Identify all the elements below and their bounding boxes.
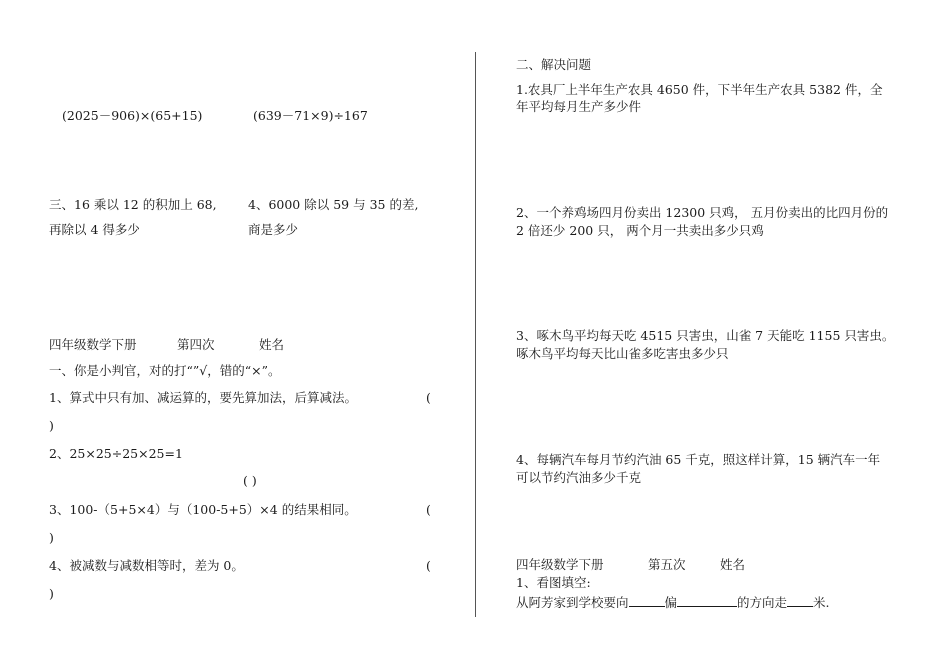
question-4-line-1: 4、6000 除以 59 与 35 的差, bbox=[248, 197, 419, 212]
direction-blank-2[interactable] bbox=[677, 593, 737, 607]
direction-blank-1[interactable] bbox=[629, 593, 665, 607]
fill-in-text-3: 的方向走 bbox=[737, 595, 788, 610]
problem-3-line-1: 3、啄木鸟平均每天吃 4515 只害虫，山雀 7 天能吃 1155 只害虫。 bbox=[516, 328, 895, 343]
worksheet-header-grade-2: 四年级数学下册 bbox=[516, 557, 604, 572]
judge-1-paren-close: ) bbox=[49, 418, 54, 433]
judge-item-1: 1、算式中只有加、减运算的，要先算加法，后算减法。 bbox=[49, 390, 357, 405]
fill-in-text-2: 偏 bbox=[664, 595, 678, 610]
expression-1: (2025－906)×(65+15) bbox=[62, 108, 203, 123]
fill-in-title: 1、看图填空: bbox=[516, 575, 591, 590]
judge-4-paren-close: ) bbox=[49, 586, 54, 601]
question-3-line-1: 三、16 乘以 12 的积加上 68, bbox=[49, 197, 217, 212]
distance-blank[interactable] bbox=[787, 593, 813, 607]
judge-3-paren-close: ) bbox=[49, 530, 54, 545]
judge-item-2: 2、25×25÷25×25=1 bbox=[49, 446, 183, 461]
fill-in-sentence bbox=[516, 593, 830, 611]
problem-4-line-1: 4、每辆汽车每月节约汽油 65 千克，照这样计算，15 辆汽车一年 bbox=[516, 452, 881, 467]
column-divider bbox=[475, 52, 476, 617]
expression-2: (639－71×9)÷167 bbox=[253, 108, 368, 123]
fill-in-text-1: 从阿芳家到学校要向 bbox=[516, 595, 629, 610]
section-1-title: 一、你是小判官，对的打“”√，错的“×”。 bbox=[49, 363, 281, 378]
judge-2-answer-paren[interactable]: ( ) bbox=[243, 473, 257, 488]
worksheet-header-grade: 四年级数学下册 bbox=[49, 337, 137, 352]
question-3-line-2: 再除以 4 得多少 bbox=[49, 222, 140, 237]
question-4-line-2: 商是多少 bbox=[248, 222, 299, 237]
fill-in-text-4: 米. bbox=[813, 595, 830, 610]
problem-3-line-2: 啄木鸟平均每天比山雀多吃害虫多少只 bbox=[516, 346, 729, 361]
judge-item-3: 3、100-（5+5×4）与（100-5+5）×4 的结果相同。 bbox=[49, 502, 357, 517]
worksheet-header-session-2: 第五次 bbox=[648, 557, 686, 572]
judge-3-paren-open[interactable]: ( bbox=[426, 502, 431, 517]
judge-item-4: 4、被减数与减数相等时，差为 0。 bbox=[49, 558, 244, 573]
judge-1-paren-open[interactable]: ( bbox=[426, 390, 431, 405]
problem-1-line-2: 年平均每月生产多少件 bbox=[516, 99, 642, 114]
worksheet-header-name: 姓名 bbox=[259, 337, 285, 352]
problem-4-line-2: 可以节约汽油多少千克 bbox=[516, 470, 642, 485]
worksheet-header-session: 第四次 bbox=[177, 337, 215, 352]
section-2-title: 二、解决问题 bbox=[516, 57, 592, 72]
judge-4-paren-open[interactable]: ( bbox=[426, 558, 431, 573]
problem-2-line-1: 2、一个养鸡场四月份卖出 12300 只鸡， 五月份卖出的比四月份的 bbox=[516, 205, 889, 220]
worksheet-header-name-2: 姓名 bbox=[720, 557, 746, 572]
problem-1-line-1: 1.农具厂上半年生产农具 4650 件，下半年生产农具 5382 件，全 bbox=[516, 82, 883, 97]
problem-2-line-2: 2 倍还少 200 只， 两个月一共卖出多少只鸡 bbox=[516, 223, 764, 238]
